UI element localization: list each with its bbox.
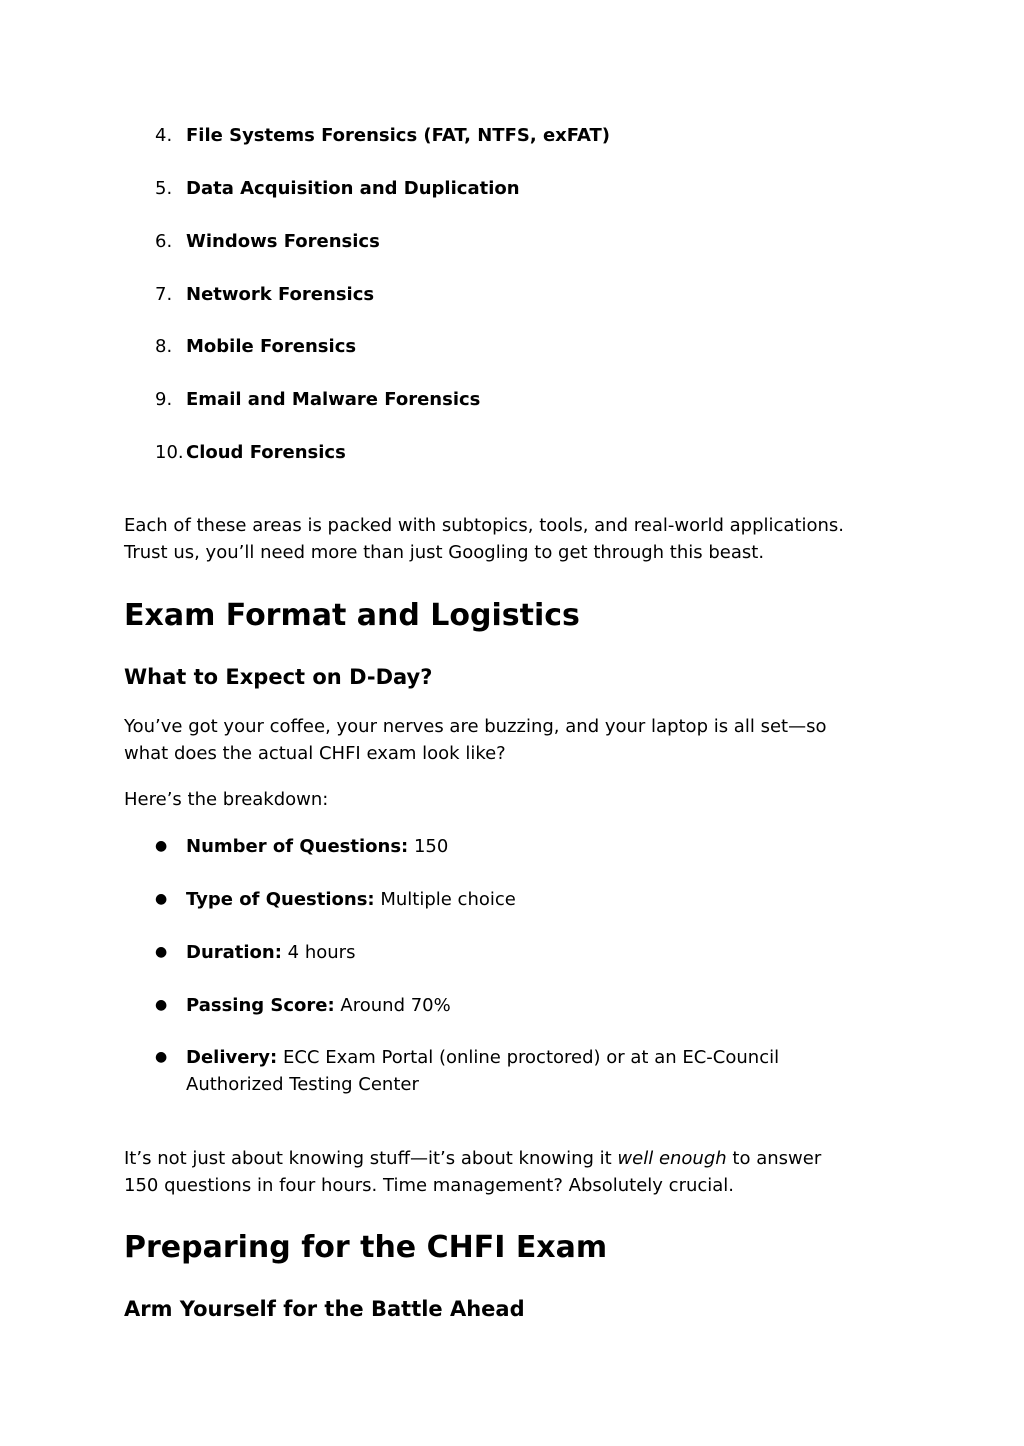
list-number: 7. [155, 284, 173, 305]
bullet-value: 150 [408, 836, 449, 857]
paragraph-line: what does the actual CHFI exam look like? [124, 743, 506, 764]
list-item-text: Windows Forensics [186, 231, 380, 252]
list-number: 9. [155, 389, 173, 410]
paragraph-line: Trust us, you’ll need more than just Googling to get through this beast. [124, 542, 765, 563]
bullet-label: Type of Questions: [186, 889, 375, 910]
list-number: 8. [155, 336, 173, 357]
list-number: 4. [155, 125, 173, 146]
list-number: 5. [155, 178, 173, 199]
intro-paragraph [124, 512, 904, 566]
bullet-value: 4 hours [281, 942, 356, 963]
exam-closing-paragraph [124, 1145, 904, 1199]
bullet-label: Delivery: [186, 1047, 278, 1068]
closing-text: It’s not just about knowing stuff—it’s about knowing it [124, 1148, 618, 1169]
bullet-value-continued: Authorized Testing Center [186, 1074, 419, 1095]
paragraph-line: Each of these areas is packed with subtopics, tools, and real-world applications. [124, 515, 845, 536]
list-item-text: Data Acquisition and Duplication [186, 178, 520, 199]
list-item [155, 230, 380, 254]
bullet-glyph: ● [155, 891, 168, 907]
bullet-value: ECC Exam Portal (online proctored) or at an EC-Council [277, 1047, 780, 1068]
list-number: 10. [155, 442, 184, 463]
exam-intro-paragraph [124, 713, 904, 767]
breakdown-label: Here’s the breakdown: [124, 789, 329, 810]
list-number: 6. [155, 231, 173, 252]
bullet-glyph: ● [155, 838, 168, 854]
list-item-text: Mobile Forensics [186, 336, 357, 357]
section-heading-preparing: Preparing for the CHFI Exam [124, 1230, 608, 1265]
bullet-glyph: ● [155, 944, 168, 960]
bullet-label: Number of Questions: [186, 836, 409, 857]
paragraph-line: 150 questions in four hours. Time management? Absolutely crucial. [124, 1175, 735, 1196]
bullet-item [155, 1044, 855, 1098]
bullet-label: Duration: [186, 942, 282, 963]
bullet-glyph: ● [155, 1049, 168, 1065]
list-item-text: Cloud Forensics [186, 442, 346, 463]
list-item [155, 388, 480, 412]
bullet-value: Around 70% [334, 995, 451, 1016]
bullet-glyph: ● [155, 997, 168, 1013]
section-heading-exam-format: Exam Format and Logistics [124, 598, 580, 633]
bullet-value: Multiple choice [374, 889, 516, 910]
subheading-what-to-expect: What to Expect on D-Day? [124, 665, 433, 689]
bullet-label: Passing Score: [186, 995, 335, 1016]
closing-text: to answer [726, 1148, 822, 1169]
bullet-item [155, 939, 855, 966]
bullet-item [155, 992, 855, 1019]
list-item [155, 177, 520, 201]
closing-emphasis: well enough [617, 1148, 727, 1169]
list-item-text: File Systems Forensics (FAT, NTFS, exFAT) [186, 125, 611, 146]
list-item-text: Network Forensics [186, 284, 375, 305]
list-item-text: Email and Malware Forensics [186, 389, 481, 410]
list-item [155, 124, 610, 148]
list-item [155, 283, 374, 307]
subheading-arm-yourself: Arm Yourself for the Battle Ahead [124, 1297, 525, 1321]
list-item [155, 441, 346, 465]
list-item [155, 335, 356, 359]
bullet-item [155, 833, 855, 860]
bullet-item [155, 886, 855, 913]
paragraph-line: You’ve got your coffee, your nerves are buzzing, and your laptop is all set—so [124, 716, 827, 737]
